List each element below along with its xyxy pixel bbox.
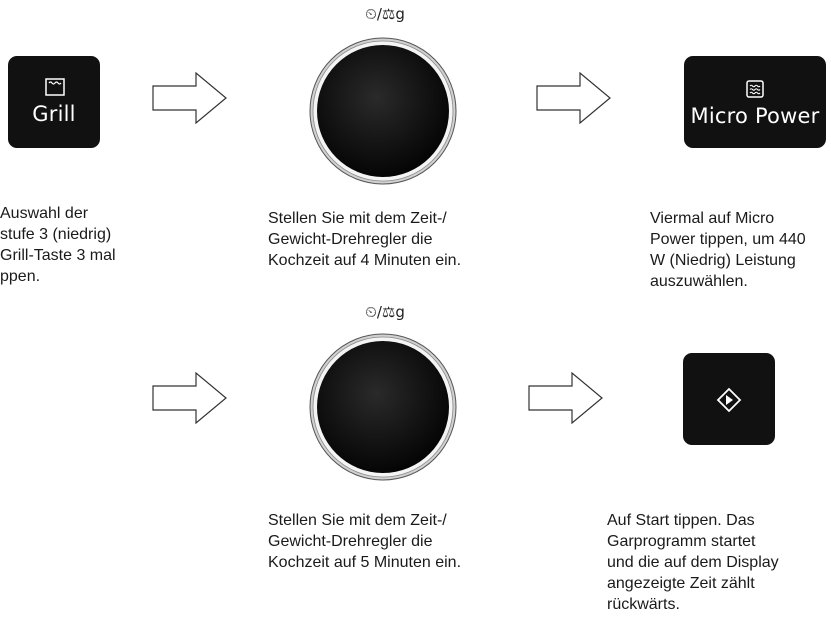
dial-caption-4-min: Stellen Sie mit dem Zeit-/ Gewicht-Drehregler die Kochzeit auf 4 Minuten ein. xyxy=(268,210,462,269)
start-caption: Auf Start tippen. Das Garprogramm startet und die auf dem Display angezeigte Zeit zählt rückwärts. xyxy=(607,512,779,613)
micro-power-caption: Viermal auf Micro Power tippen, um 440 W (Niedrig) Leistung auszuwählen. xyxy=(650,210,806,290)
grill-button[interactable] xyxy=(8,56,100,148)
microwave-icon xyxy=(746,80,764,98)
grill-icon xyxy=(45,78,65,96)
arrow-right-icon xyxy=(152,372,228,429)
arrow-right-icon xyxy=(528,372,604,429)
start-button[interactable] xyxy=(683,353,775,445)
time-weight-dial[interactable] xyxy=(308,36,458,186)
micro-power-button-label: Micro Power xyxy=(690,104,820,128)
grill-caption: Auswahl der stufe 3 (niedrig) Grill-Taste 3 mal ppen. xyxy=(0,205,116,285)
time-weight-dial[interactable] xyxy=(308,332,458,482)
arrow-right-icon xyxy=(152,72,228,129)
start-icon xyxy=(716,387,742,413)
timer-weight-symbol: ⏲/⚖g xyxy=(365,303,405,321)
timer-weight-symbol: ⏲/⚖g xyxy=(365,5,405,23)
arrow-right-icon xyxy=(536,72,612,129)
micro-power-button[interactable] xyxy=(684,56,826,148)
grill-button-label: Grill xyxy=(32,102,76,126)
dial-caption-5-min: Stellen Sie mit dem Zeit-/ Gewicht-Drehregler die Kochzeit auf 5 Minuten ein. xyxy=(268,512,462,571)
